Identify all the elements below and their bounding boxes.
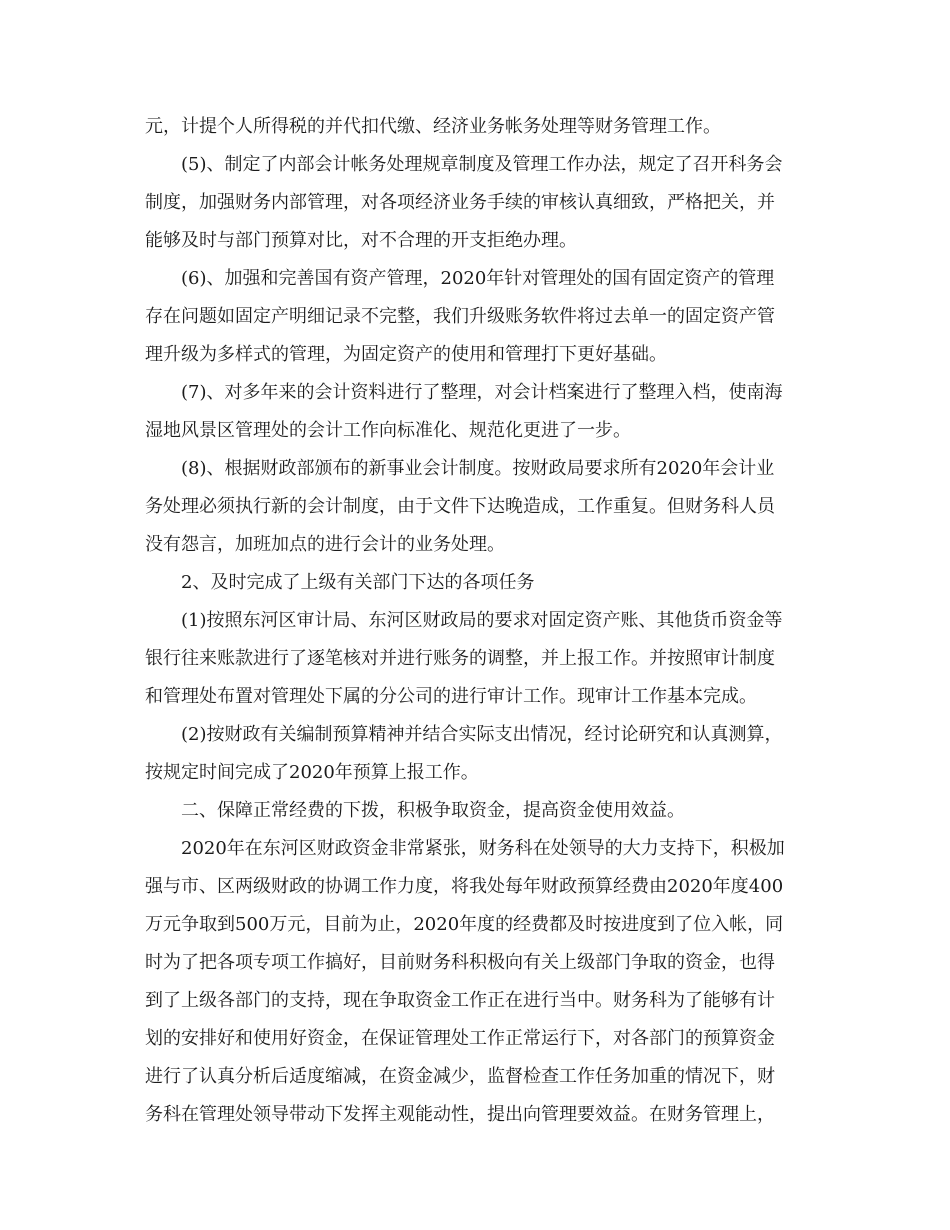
- text-line: 制度，加强财务内部管理，对各项经济业务手续的审核认真细致，严格把关，并: [145, 192, 775, 213]
- paragraph-start-line: (6)、加强和完善国有资产管理，2020年针对管理处的国有固定资产的管理: [181, 268, 775, 289]
- text-line: 务处理必须执行新的会计制度，由于文件下达晚造成，工作重复。但财务科人员: [145, 496, 775, 517]
- text-line: 没有怨言，加班加点的进行会计的业务处理。: [145, 534, 505, 555]
- paragraph-start-line: (5)、制定了内部会计帐务处理规章制度及管理工作办法，规定了召开科务会: [181, 154, 783, 175]
- text-line: 万元争取到500万元，目前为止，2020年度的经费都及时按进度到了位入帐，同: [145, 914, 784, 935]
- paragraph-start-line: (2)按财政有关编制预算精神并结合实际支出情况，经讨论研究和认真测算，: [181, 724, 783, 745]
- section-heading: 2、及时完成了上级有关部门下达的各项任务: [181, 572, 535, 593]
- text-line: 存在问题如固定产明细记录不完整，我们升级账务软件将过去单一的固定资产管: [145, 306, 775, 327]
- text-line: 强与市、区两级财政的协调工作力度，将我处每年财政预算经费由2020年度400: [145, 876, 784, 897]
- text-line: 元，计提个人所得税的并代扣代缴、经济业务帐务处理等财务管理工作。: [145, 116, 721, 137]
- text-line: 到了上级各部门的支持，现在争取资金工作正在进行当中。财务科为了能够有计: [145, 990, 775, 1011]
- document-body: [145, 108, 810, 1134]
- text-line: 务科在管理处领导带动下发挥主观能动性，提出向管理要效益。在财务管理上，: [145, 1104, 775, 1125]
- text-line: 划的安排好和使用好资金，在保证管理处工作正常运行下，对各部门的预算资金: [145, 1028, 775, 1049]
- section-heading: 二、保障正常经费的下拨，积极争取资金，提高资金使用效益。: [181, 800, 685, 821]
- text-line: 银行往来账款进行了逐笔核对并进行账务的调整，并上报工作。并按照审计制度: [145, 648, 775, 669]
- paragraph-start-line: 2020年在东河区财政资金非常紧张，财务科在处领导的大力支持下，积极加: [181, 838, 785, 859]
- text-line: 湿地风景区管理处的会计工作向标准化、规范化更进了一步。: [145, 420, 631, 441]
- text-line: 和管理处布置对管理处下属的分公司的进行审计工作。现审计工作基本完成。: [145, 686, 757, 707]
- text-line: 时为了把各项专项工作搞好，目前财务科积极向有关上级部门争取的资金，也得: [145, 952, 775, 973]
- text-line: 理升级为多样式的管理，为固定资产的使用和管理打下更好基础。: [145, 344, 667, 365]
- text-line: 能够及时与部门预算对比，对不合理的开支拒绝办理。: [145, 230, 577, 251]
- paragraph-start-line: (8)、根据财政部颁布的新事业会计制度。按财政局要求所有2020年会计业: [181, 458, 775, 479]
- text-line: 按规定时间完成了2020年预算上报工作。: [145, 762, 479, 783]
- text-line: 进行了认真分析后适度缩减，在资金减少，监督检查工作任务加重的情况下，财: [145, 1066, 775, 1087]
- paragraph-start-line: (1)按照东河区审计局、东河区财政局的要求对固定资产账、其他货币资金等: [181, 610, 783, 631]
- paragraph-start-line: (7)、对多年来的会计资料进行了整理，对会计档案进行了整理入档，使南海: [181, 382, 783, 403]
